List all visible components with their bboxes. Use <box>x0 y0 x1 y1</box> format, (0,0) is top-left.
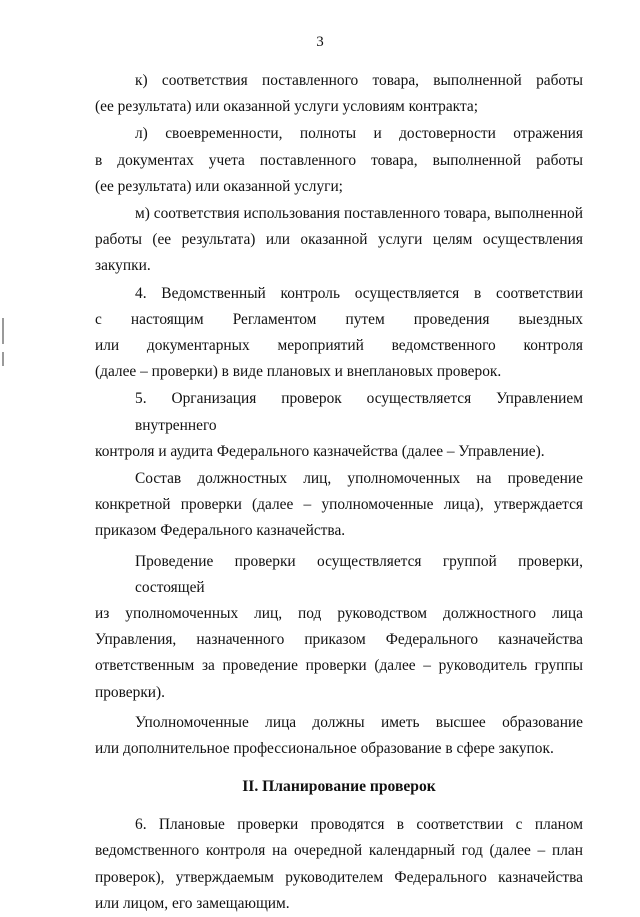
text-line: ведомственного контроля на очередной календарный год (далее – план <box>95 842 583 860</box>
text-line: Уполномоченные лица должны иметь высшее образование <box>135 713 583 731</box>
text-line: приказом Федерального казначейства. <box>95 522 346 540</box>
text-line: 4. Ведомственный контроль осуществляется в соответствии <box>135 284 583 302</box>
clause-l <box>95 121 583 200</box>
text-line: (далее – проверки) в виде плановых и внеплановых проверок. <box>95 363 502 381</box>
text-line: (ее результата) или оказанной услуги условиям контракта; <box>95 98 478 116</box>
paragraph-staff <box>95 466 583 545</box>
text-line: л) своевременности, полноты и достоверности отражения <box>135 125 583 143</box>
section-heading: II. Планирование проверок <box>242 778 436 796</box>
paragraph-group <box>95 549 583 706</box>
text-line: с настоящим Регламентом путем проведения выездных <box>95 310 583 328</box>
clause-k <box>95 68 583 120</box>
paragraph-6 <box>95 812 583 917</box>
text-line: или документарных мероприятий ведомственного контроля <box>95 337 583 355</box>
text-line: к) соответствия поставленного товара, выполненной работы <box>135 72 583 89</box>
clause-m <box>95 201 583 280</box>
scan-margin-mark <box>2 352 4 366</box>
text-line: конкретной проверки (далее – уполномоченные лица), утверждается <box>95 496 583 514</box>
text-line: м) соответствия использования поставленного товара, выполненной <box>135 205 583 223</box>
text-line: (ее результата) или оказанной услуги; <box>95 177 343 195</box>
text-line: или лицом, его замещающим. <box>95 894 290 912</box>
text-line: Состав должностных лиц, уполномоченных на проведение <box>135 470 583 488</box>
text-line: или дополнительное профессиональное образование в сфере закупок. <box>95 740 554 758</box>
text-line: контроля и аудита Федерального казначейства (далее – Управление). <box>95 442 545 460</box>
scan-margin-mark <box>2 318 4 344</box>
text-line: закупки. <box>95 257 151 275</box>
text-line: Управления, назначенного приказом Федерального казначейства <box>95 631 583 649</box>
page-number: 3 <box>316 34 324 50</box>
paragraph-5 <box>95 386 583 465</box>
text-line: проверок), утверждаемым руководителем Федерального казначейства <box>95 868 583 886</box>
text-line: из уполномоченных лиц, под руководством должностного лица <box>95 605 583 623</box>
text-line: ответственным за проведение проверки (далее – руководитель группы <box>95 657 583 675</box>
text-line: работы (ее результата) или оказанной услуги целям осуществления <box>95 231 583 249</box>
text-line: в документах учета поставленного товара, выполненной работы <box>95 151 583 169</box>
text-line: 5. Организация проверок осуществляется Управлением внутреннего <box>135 390 583 434</box>
text-line: проверки). <box>95 683 166 701</box>
document-body <box>95 68 583 917</box>
text-line: 6. Плановые проверки проводятся в соответствии с планом <box>135 816 583 834</box>
text-line: Проведение проверки осуществляется группой проверки, состоящей <box>135 552 583 596</box>
paragraph-education <box>95 710 583 762</box>
paragraph-4 <box>95 281 583 386</box>
